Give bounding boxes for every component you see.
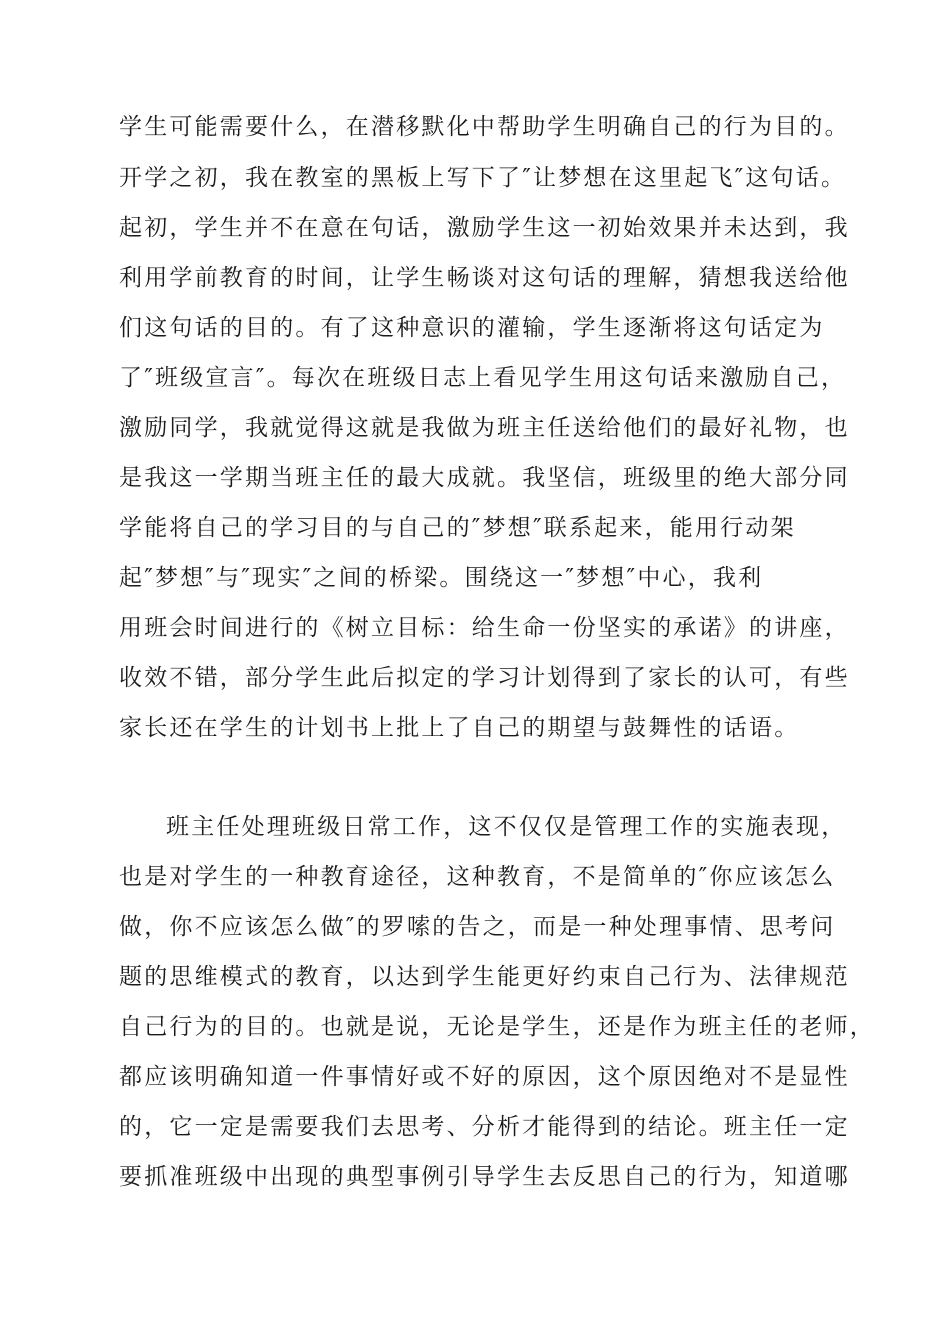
paragraph-2-line-5: 自己行为的目的。也就是说，无论是学生，还是作为班主任的老师， <box>119 1014 875 1040</box>
paragraph-1-line-9: 学能将自己的学习目的与自己的″梦想″联系起来，能用行动架 <box>119 515 796 541</box>
paragraph-2-line-2: 也是对学生的一种教育途径，这种教育，不是简单的″你应该怎么 <box>119 864 836 890</box>
paragraph-1-line-11: 用班会时间进行的《树立目标：给生命一份坚实的承诺》的讲座， <box>119 615 850 641</box>
paragraph-1-line-2: 开学之初，我在教室的黑板上写下了″让梦想在这里起飞″这句话。 <box>119 165 847 191</box>
paragraph-1-line-7: 激励同学，我就觉得这就是我做为班主任送给他们的最好礼物，也 <box>119 415 850 441</box>
paragraph-1-line-5: 们这句话的目的。有了这种意识的灌输，学生逐渐将这句话定为 <box>119 315 825 341</box>
paragraph-1-line-10: 起″梦想″与″现实″之间的桥梁。围绕这一″梦想″中心，我利 <box>119 565 764 591</box>
paragraph-2-line-8: 要抓准班级中出现的典型事例引导学生去反思自己的行为，知道哪 <box>119 1164 850 1190</box>
paragraph-1-line-6: 了″班级宣言″。每次在班级日志上看见学生用这句话来激励自己， <box>119 365 847 391</box>
paragraph-1-line-13: 家长还在学生的计划书上批上了自己的期望与鼓舞性的话语。 <box>119 715 800 741</box>
paragraph-1-line-3: 起初，学生并不在意在句话，激励学生这一初始效果并未达到，我 <box>119 215 850 241</box>
paragraph-2-line-4: 题的思维模式的教育，以达到学生能更好约束自己行为、法律规范 <box>119 964 850 990</box>
paragraph-2-line-6: 都应该明确知道一件事情好或不好的原因，这个原因绝对不是显性 <box>119 1064 850 1090</box>
paragraph-1-line-12: 收效不错，部分学生此后拟定的学习计划得到了家长的认可，有些 <box>119 665 850 691</box>
paragraph-1-line-8: 是我这一学期当班主任的最大成就。我坚信，班级里的绝大部分同 <box>119 465 850 491</box>
paragraph-1-line-1: 学生可能需要什么，在潜移默化中帮助学生明确自己的行为目的。 <box>119 114 850 140</box>
paragraph-2-line-7: 的，它一定是需要我们去思考、分析才能得到的结论。班主任一定 <box>119 1114 850 1140</box>
paragraph-1-line-4: 利用学前教育的时间，让学生畅谈对这句话的理解，猜想我送给他 <box>119 265 850 291</box>
paragraph-2-line-1: 班主任处理班级日常工作，这不仅仅是管理工作的实施表现， <box>166 814 847 840</box>
paragraph-2-line-3: 做，你不应该怎么做″的罗嗦的告之，而是一种处理事情、思考问 <box>119 914 836 940</box>
